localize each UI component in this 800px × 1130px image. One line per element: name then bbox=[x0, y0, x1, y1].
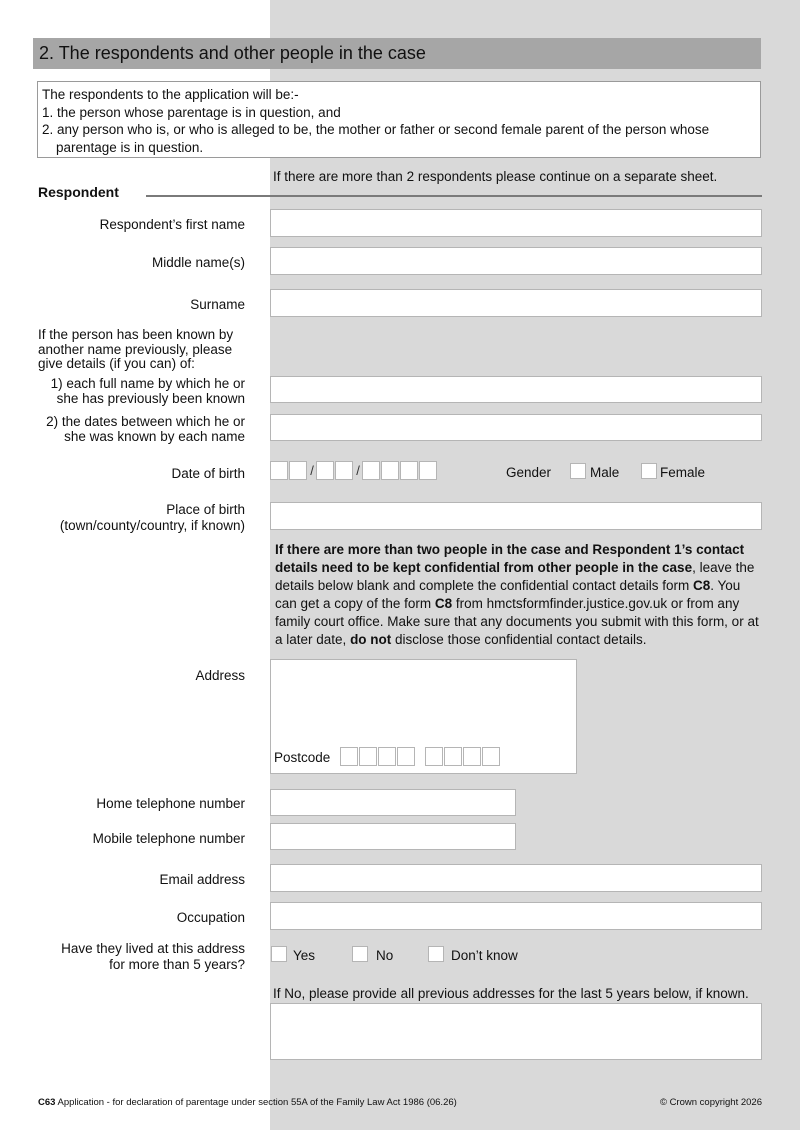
confidential-note-text: , leave the details below blank and complete the confidential contact details form bbox=[275, 560, 755, 593]
gender-label: Gender bbox=[506, 465, 552, 480]
email-label: Email address bbox=[159, 872, 245, 887]
intro-line: The respondents to the application will be:- bbox=[42, 87, 299, 102]
occupation-label: Occupation bbox=[176, 910, 245, 925]
postcode-char[interactable] bbox=[340, 747, 358, 766]
postcode-char[interactable] bbox=[482, 747, 500, 766]
postcode-input bbox=[340, 747, 501, 766]
postcode-char[interactable] bbox=[378, 747, 396, 766]
dob-year-digit[interactable] bbox=[419, 461, 437, 480]
form-c8-ref: C8 bbox=[434, 596, 453, 611]
previous-addresses-note: If No, please provide all previous addresses for the last 5 years below, if known. bbox=[273, 986, 749, 1001]
heading-rule bbox=[146, 195, 762, 197]
lived-yes-label: Yes bbox=[293, 948, 316, 963]
home-phone-field[interactable] bbox=[270, 789, 516, 816]
dob-month-digit[interactable] bbox=[335, 461, 353, 480]
previous-addresses-field[interactable] bbox=[270, 1003, 762, 1060]
footer-form-title bbox=[38, 1097, 457, 1108]
postcode-label: Postcode bbox=[274, 750, 331, 765]
dates-known-label: 2) the dates between which he or bbox=[46, 414, 245, 429]
dob-year-digit[interactable] bbox=[362, 461, 380, 480]
address-field[interactable] bbox=[270, 659, 577, 774]
first-name-label: Respondent’s first name bbox=[99, 217, 245, 232]
date-separator: / bbox=[310, 463, 314, 478]
known-by-label: If the person has been known by bbox=[38, 327, 234, 342]
first-name-field[interactable] bbox=[270, 209, 762, 237]
lived-no-checkbox[interactable] bbox=[352, 946, 368, 962]
place-of-birth-field[interactable] bbox=[270, 502, 762, 530]
footer-form-code: C63 bbox=[38, 1097, 56, 1108]
confidential-note-text: from hmctsformfinder.justice.gov.uk or from any family court office. Make sure that any documents you submit with this form, or at a later date, bbox=[275, 596, 759, 647]
lived-label: for more than 5 years? bbox=[109, 957, 245, 972]
footer-copyright: © Crown copyright 2026 bbox=[659, 1097, 762, 1108]
gender-male-label: Male bbox=[590, 465, 620, 480]
known-by-label: another name previously, please bbox=[38, 341, 233, 357]
occupation-field[interactable] bbox=[270, 902, 762, 930]
postcode-char[interactable] bbox=[425, 747, 443, 766]
confidential-note bbox=[275, 541, 765, 649]
lived-no-label: No bbox=[376, 948, 394, 963]
postcode-char[interactable] bbox=[444, 747, 462, 766]
intro-box bbox=[37, 81, 761, 158]
section-title: 2. The respondents and other people in the case bbox=[33, 38, 761, 69]
postcode-char[interactable] bbox=[397, 747, 415, 766]
form-c8-ref: C8 bbox=[693, 578, 711, 593]
lived-yes-checkbox[interactable] bbox=[271, 946, 287, 962]
dob-month-digit[interactable] bbox=[316, 461, 334, 480]
more-respondents-note: If there are more than 2 respondents please continue on a separate sheet. bbox=[273, 169, 718, 184]
known-by-label: give details (if you can) of: bbox=[38, 356, 195, 371]
dates-known-label: she was known by each name bbox=[64, 429, 245, 444]
surname-label: Surname bbox=[190, 297, 245, 312]
intro-line: 1. the person whose parentage is in question, and bbox=[42, 104, 341, 120]
do-not-emphasis: do not bbox=[350, 632, 392, 647]
previous-names-label: 1) each full name by which he or bbox=[50, 376, 245, 391]
intro-line: 2. any person who is, or who is alleged to be, the mother or father or second female parent of the person whose bbox=[42, 122, 710, 137]
home-phone-label: Home telephone number bbox=[96, 796, 245, 811]
dob-input bbox=[270, 461, 438, 480]
footer-form-name: Application - for declaration of parentage under section 55A of the Family Law Act 1986 (06.26) bbox=[55, 1097, 457, 1108]
dob-year-digit[interactable] bbox=[381, 461, 399, 480]
postcode-char[interactable] bbox=[359, 747, 377, 766]
date-separator: / bbox=[356, 463, 360, 478]
dob-day-digit[interactable] bbox=[289, 461, 307, 480]
address-label: Address bbox=[195, 668, 245, 683]
dates-known-field[interactable] bbox=[270, 414, 762, 441]
confidential-note-bold: If there are more than two people in the case and Respondent 1’s contact details need to be kept confidential from other people in the case bbox=[275, 542, 745, 575]
intro-line: parentage is in question. bbox=[56, 139, 204, 155]
gender-female-checkbox[interactable] bbox=[641, 463, 657, 479]
mobile-phone-field[interactable] bbox=[270, 823, 516, 850]
surname-field[interactable] bbox=[270, 289, 762, 317]
place-of-birth-label: Place of birth bbox=[166, 502, 245, 517]
dob-year-digit[interactable] bbox=[400, 461, 418, 480]
postcode-char[interactable] bbox=[463, 747, 481, 766]
confidential-note-text: . You can get a copy of the form bbox=[275, 578, 741, 611]
lived-dont-know-checkbox[interactable] bbox=[428, 946, 444, 962]
lived-dont-know-label: Don’t know bbox=[451, 948, 518, 963]
dob-label: Date of birth bbox=[171, 466, 245, 481]
email-field[interactable] bbox=[270, 864, 762, 892]
respondent-heading: Respondent bbox=[38, 184, 119, 200]
middle-names-field[interactable] bbox=[270, 247, 762, 275]
middle-names-label: Middle name(s) bbox=[151, 255, 245, 270]
dob-day-digit[interactable] bbox=[270, 461, 288, 480]
gender-female-label: Female bbox=[660, 465, 706, 480]
lived-label: Have they lived at this address bbox=[61, 941, 245, 956]
confidential-note-text: disclose those confidential contact details. bbox=[391, 632, 647, 647]
gender-male-checkbox[interactable] bbox=[570, 463, 586, 479]
previous-names-label: she has previously been known bbox=[56, 391, 245, 406]
previous-names-field[interactable] bbox=[270, 376, 762, 403]
mobile-phone-label: Mobile telephone number bbox=[92, 831, 245, 846]
place-of-birth-label: (town/county/country, if known) bbox=[59, 518, 245, 533]
